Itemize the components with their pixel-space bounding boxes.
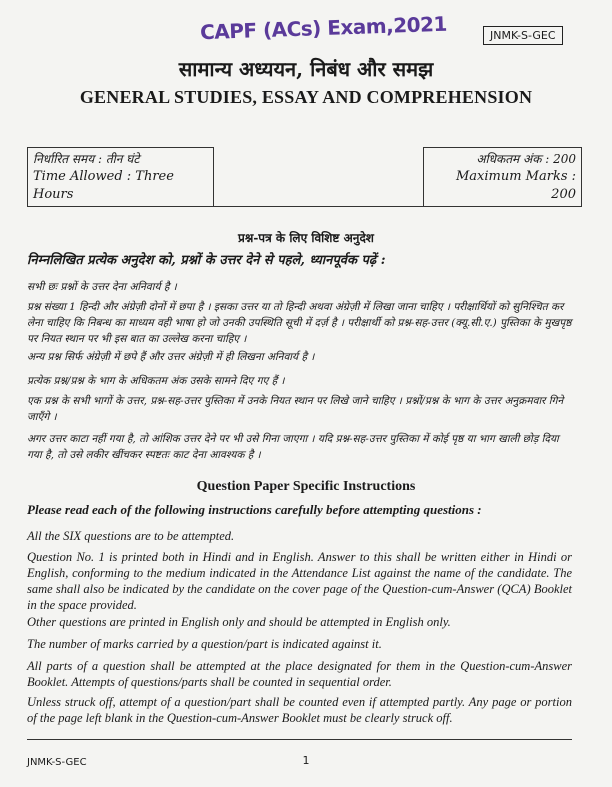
english-instructions-heading: Question Paper Specific Instructions	[196, 479, 416, 494]
hindi-instruction-4: प्रत्येक प्रश्न/प्रश्न के भाग के अधिकतम अंक उसके सामने दिए गए हैं ।	[27, 375, 285, 387]
hindi-instruction-6: अगर उत्तर काटा नहीं गया है, तो आंशिक उत्तर देने पर भी उसे गिना जाएगा । यदि प्रश्न-सह-उत्तर पुस्तिका में कोई पृष्ठ या भाग खाली छोड़ दिया गया है, तो उसे लकीर खींचकर स्पष्टतः काट देना आवश्यक है ।	[27, 433, 559, 461]
title-hindi: सामान्य अध्ययन, निबंध और समझ	[178, 57, 434, 81]
hindi-instruction-3: अन्य प्रश्न सिर्फ अंग्रेज़ी में छपे हैं और उत्तर अंग्रेज़ी में ही लिखना अनिवार्य है ।	[27, 351, 315, 363]
time-allowed-box	[27, 147, 214, 207]
paper-code-box: JNMK-S-GEC	[483, 26, 563, 45]
marks-hindi: अधिकतम अंक : 200	[476, 152, 576, 166]
hindi-instruction-2: प्रश्न संख्या 1 हिन्दी और अंग्रेज़ी दोनों में छपा है । इसका उत्तर या तो हिन्दी अथवा अंग्रेज़ी में लिखा जाना चाहिए । परीक्षार्थियों को सुनिश्चित कर लेना चाहिए कि निबन्ध का माध्यम वही भाषा हो जो उनकी उपस्थिति सूची में दर्ज़ है । परीक्षार्थी को प्रश्न-सह-उत्तर (क्यू.सी.ए.) पुस्तिका के मुखपृष्ठ पर नियत स्थान पर भी इस बात का उल्लेख करना चाहिए ।	[27, 301, 572, 345]
hindi-instruction-1: सभी छः प्रश्नों के उत्तर देना अनिवार्य है ।	[27, 281, 177, 293]
time-english: Time Allowed : Three Hours	[33, 169, 174, 202]
title-english: GENERAL STUDIES, ESSAY AND COMPREHENSION	[79, 87, 533, 107]
hindi-instructions-subheading: निम्नलिखित प्रत्येक अनुदेश को, प्रश्नों के उत्तर देने से पहले, ध्यानपूर्वक पढ़ें :	[27, 253, 386, 268]
english-instruction-1: All the SIX questions are to be attempted.	[27, 529, 235, 543]
marks-english: Maximum Marks : 200	[455, 169, 576, 202]
footer-paper-code: JNMK-S-GEC	[27, 757, 87, 768]
page-number: 1	[302, 754, 310, 767]
divider-top	[27, 206, 572, 207]
english-instruction-4: The number of marks carried by a question/part is indicated against it.	[27, 637, 382, 651]
english-instruction-6: Unless struck off, attempt of a question/part shall be counted even if attempted partly. Any page or portion of the page left blank in the Question-cum-Answer Booklet must be clearly struck off.	[27, 695, 572, 725]
english-instructions-subheading: Please read each of the following instructions carefully before attempting questions :	[27, 502, 482, 517]
hindi-instructions-heading: प्रश्न-पत्र के लिए विशिष्ट अनुदेश	[238, 231, 374, 245]
english-instruction-3: Other questions are printed in English only and should be attempted in English only.	[27, 615, 451, 629]
english-instruction-2: Question No. 1 is printed both in Hindi and in English. Answer to this shall be written either in Hindi or English, conforming to the medium indicated in the Attendance List against the name of the candidate. The same shall also be indicated by the candidate on the cover page of the Question-cum-Answer (QCA) Booklet in the space provided.	[27, 550, 572, 612]
hindi-instruction-5: एक प्रश्न के सभी भागों के उत्तर, प्रश्न-सह-उत्तर पुस्तिका में उनके नियत स्थान पर लिखे जाने चाहिए । प्रश्नों/प्रश्न के भाग के उत्तर अनुक्रमवार गिने जाएँगे ।	[27, 395, 564, 423]
handwritten-exam-note: CAPF (ACs) Exam,2021	[199, 11, 448, 45]
divider-bottom	[27, 739, 572, 740]
max-marks-box	[423, 147, 582, 207]
time-hindi: निर्धारित समय : तीन घंटे	[33, 152, 140, 166]
english-instruction-5: All parts of a question shall be attempted at the place designated for them in the Question-cum-Answer Booklet. Attempts of questions/parts shall be counted in sequential order.	[27, 659, 572, 689]
